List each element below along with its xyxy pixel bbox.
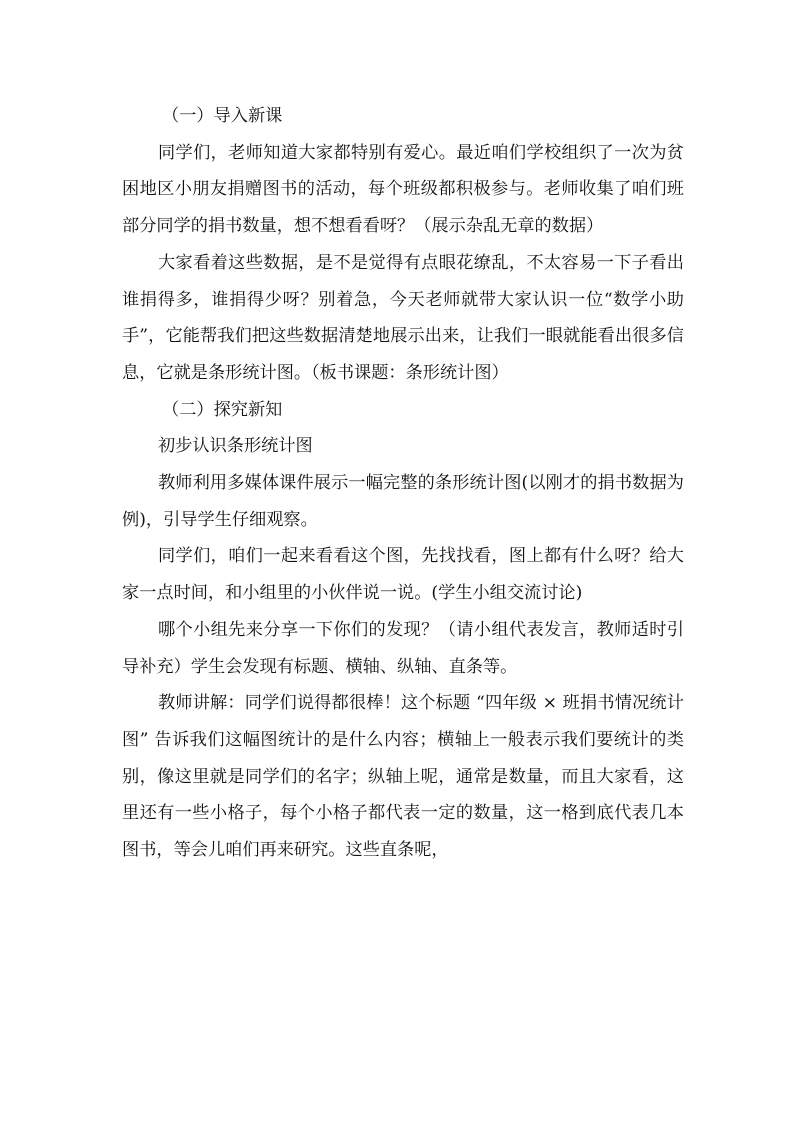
paragraph-explore-4: 教师讲解：同学们说得都很棒！这个标题 “四年级 × 班捐书情况统计图” 告诉我们这幅图统计的是什么内容；横轴上一般表示我们要统计的类别，像这里就是同学们的名字；纵轴上呢，通常是数量，而且大家看，这里还有一些小格子，每个小格子都代表一定的数量，这一格到底代表几本图书，等会儿咱们再来研究。这些直条呢， [122, 693, 684, 861]
section-heading-intro: （一）导入新课 [162, 106, 283, 126]
paragraph-subtitle-bar-chart: 初步认识条形统计图 [158, 436, 313, 457]
paragraph-intro-1: 同学们，老师知道大家都特别有爱心。最近咱们学校组织了一次为贫困地区小朋友捐赠图书的活动，每个班级都积极参与。老师收集了咱们班部分同学的捐书数量，想不想看看呀？（展示杂乱无章的数据） [122, 142, 684, 237]
paragraph-explore-1: 教师利用多媒体课件展示一幅完整的条形统计图(以刚才的捐书数据为例)，引导学生仔细观察。 [122, 473, 684, 530]
document-body [122, 98, 684, 869]
paragraph-intro-2: 大家看着这些数据，是不是觉得有点眼花缭乱，不太容易一下子看出谁捐得多，谁捐得少呀？别着急，今天老师就带大家认识一位“数学小助手”，它能帮我们把这些数据清楚地展示出来，让我们一眼就能看出很多信息，它就是条形统计图。（板书课题：条形统计图） [122, 252, 684, 383]
paragraph-explore-3: 哪个小组先来分享一下你们的发现？（请小组代表发言，教师适时引导补充）学生会发现有标题、横轴、纵轴、直条等。 [122, 619, 684, 677]
paragraph-explore-2: 同学们，咱们一起来看看这个图，先找找看，图上都有什么呀？给大家一点时间，和小组里的小伙伴说一说。(学生小组交流讨论) [122, 546, 684, 604]
section-heading-explore: （二）探究新知 [162, 399, 283, 420]
